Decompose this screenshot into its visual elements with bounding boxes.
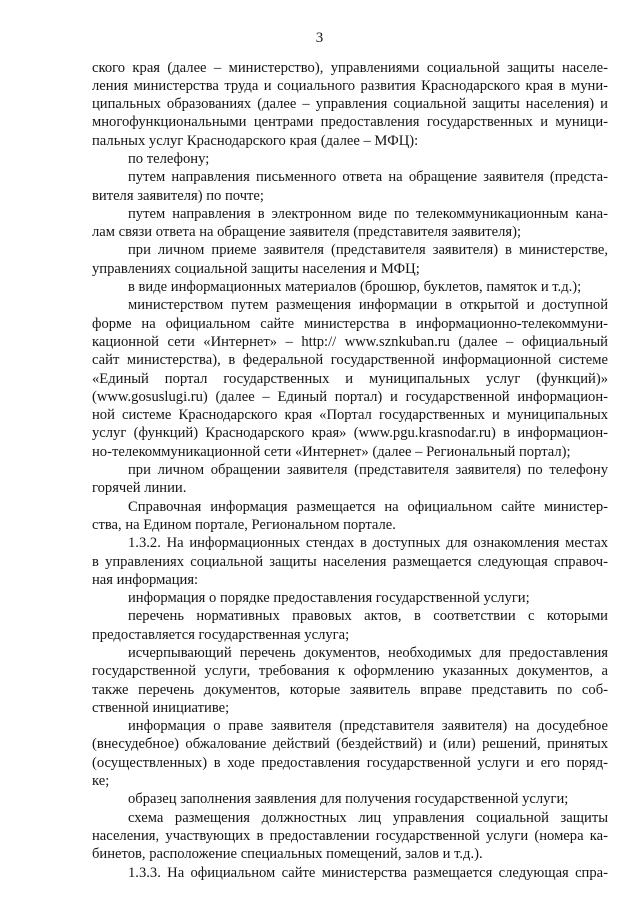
text-line: путем направления письменного ответа на обращение заявителя (предста-: [128, 169, 608, 186]
text-line: ная информация:: [92, 571, 199, 588]
text-line: также перечень документов, которые заявитель вправе представить по соб-: [92, 681, 608, 698]
text-line: (осуществленных) в ходе предоставления государственной услуги и его поряд-: [92, 754, 608, 771]
text-line: «Единый портал государственных и муниципальных услуг (функций)»: [92, 370, 608, 387]
text-line: ского края (далее – министерство), управлениями социальной защиты населе-: [92, 59, 608, 76]
text-line: по телефону;: [128, 150, 210, 167]
text-line: 1.3.3. На официальном сайте министерства размещается следующая спра-: [128, 864, 608, 881]
text-line: пальных услуг Краснодарского края (далее – МФЦ):: [92, 132, 419, 149]
text-line: управлениях социальной защиты населения и МФЦ;: [92, 260, 420, 277]
text-line: ства, на Едином портале, Региональном портале.: [92, 516, 396, 533]
text-line: государственной услуги, требования к оформлению указанных документов, а: [92, 663, 608, 680]
text-line: перечень нормативных правовых актов, в соответствии с которыми: [128, 608, 608, 625]
text-line: форме на официальном сайте министерства в информационно-телекоммуни-: [92, 315, 608, 332]
text-line: образец заполнения заявления для получения государственной услуги;: [128, 791, 569, 808]
text-line: ке;: [92, 773, 110, 790]
text-line: ления министерства труда и социального развития Краснодарского края в муни-: [92, 77, 608, 94]
text-line: (www.gosuslugi.ru) (далее – Единый портал) и государственной информацион-: [92, 388, 608, 405]
text-line: ной системе Краснодарского края «Портал государственных и муниципальных: [92, 407, 608, 424]
text-line: но-телекоммуникационной сети «Интернет» (далее – Региональный портал);: [92, 443, 571, 460]
text-line: ципальных образованиях (далее – управления социальной защиты населения) и: [92, 96, 608, 113]
text-line: лам связи ответа на обращение заявителя (представителя заявителя);: [92, 224, 522, 241]
text-line: в управлениях социальной защиты населения размещается следующая справоч-: [92, 553, 608, 570]
text-line: сайт министерства), в федеральной государственной информационной системе: [92, 352, 608, 369]
text-line: горячей линии.: [92, 480, 187, 497]
text-line: кационной сети «Интернет» – http:// www.sznkuban.ru (далее – официальный: [92, 333, 608, 350]
text-line: (внесудебное) обжалование действий (бездействий) и (или) решений, принятых: [92, 736, 608, 753]
text-line: при личном обращении заявителя (представителя заявителя) по телефону: [128, 462, 608, 479]
text-line: многофункциональными центрами предоставления государственных и муници-: [92, 114, 608, 131]
text-line: информация о порядке предоставления государственной услуги;: [128, 590, 530, 607]
text-line: вителя заявителя) по почте;: [92, 187, 264, 204]
text-line: предоставляется государственная услуга;: [92, 626, 350, 643]
text-line: ственной инициативе;: [92, 699, 230, 716]
text-line: услуг (функций) Краснодарского края» (www.pgu.krasnodar.ru) в информацион-: [92, 425, 608, 442]
text-line: бинетов, расположение специальных помещений, залов и т.д.).: [92, 846, 483, 863]
page-number: 3: [315, 30, 324, 46]
text-line: схема размещения должностных лиц управления социальной защиты: [128, 809, 608, 826]
document-body: [92, 59, 608, 882]
text-line: исчерпывающий перечень документов, необходимых для предоставления: [128, 645, 608, 661]
text-line: министерством путем размещения информации в открытой и доступной: [128, 297, 608, 314]
text-line: 1.3.2. На информационных стендах в доступных для ознакомления местах: [128, 535, 608, 552]
text-line: при личном приеме заявителя (представителя заявителя) в министерстве,: [128, 242, 608, 259]
text-line: путем направления в электронном виде по телекоммуникационным кана-: [128, 205, 608, 222]
text-line: в виде информационных материалов (брошюр, буклетов, памяток и т.д.);: [128, 279, 582, 296]
text-line: Справочная информация размещается на официальном сайте министер-: [128, 498, 608, 515]
text-line: населения, участвующих в предоставлении государственной услуги (номера ка-: [92, 827, 608, 844]
text-line: информация о праве заявителя (представителя заявителя) на досудебное: [128, 718, 608, 735]
